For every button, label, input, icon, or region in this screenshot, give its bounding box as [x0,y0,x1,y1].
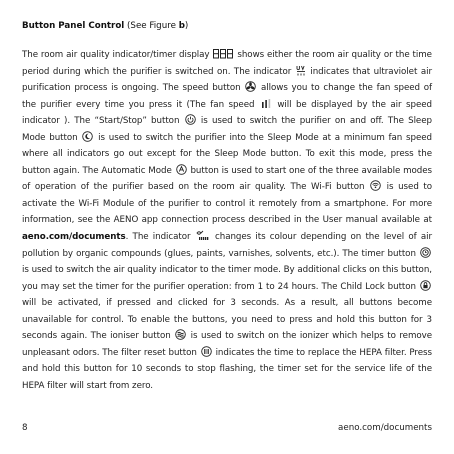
ioniser-icon [175,329,186,340]
uv-icon [296,65,306,76]
text-span: The room air quality indicator/timer display [22,50,210,60]
text-span: is used to switch the purifier on and off. The Sleep Mode button [22,116,432,143]
display-icon [213,49,233,59]
text-span: is used to switch on the ionizer which helps to remove unpleasant odors. The filter reset button [22,331,433,358]
page-number: 8 [22,423,28,433]
text-span: will be displayed by the air speed indicator ). The “Start/Stop” button [22,99,433,127]
power-icon [185,114,196,125]
fan-speed-icon [245,81,256,92]
figure-ref-close: ) [184,21,189,31]
auto-mode-icon [176,164,187,175]
sleep-icon [82,131,93,142]
wifi-icon [370,180,381,191]
text-span: . The indicator [125,232,191,243]
text-span: indicates that ultraviolet air purification process is ongoing. The speed button [22,66,432,94]
text-span: is used to switch the purifier into the Sleep Mode at a minimum fan speed where all indicators go out except for the Sleep Mode button. To exit this mode, press the button again. The Automatic Mode [22,132,432,176]
filter-reset-icon [201,346,212,357]
documents-link[interactable]: aeno.com/documents [22,232,126,243]
figure-ref-letter: b [178,21,185,31]
figure-ref-open: (See Figure [124,21,179,31]
fan-speed-bars-icon [260,99,272,109]
page-footer [22,423,432,433]
tvoc-icon [196,230,210,241]
body-paragraph [22,47,432,394]
text-span: allows you to change the fan speed of the purifier every time you press it (The fan speed [22,83,432,110]
section-heading [22,21,188,31]
child-lock-icon [420,280,431,291]
text-span: changes its colour depending on the level of air pollution by organic compounds (glues, paints, varnishes, solvents, etc.). The timer button [22,232,433,259]
section-title: Button Panel Control [22,21,125,31]
text-span: button is used to start one of the three available modes of operation of the purifier based on the room air quality. The Wi-Fi button [22,165,432,193]
text-span: is used to switch the air quality indicator to the timer mode. By additional clicks on this button, you may set the timer for the purifier operation: from 1 to 24 hours. The Child Lock button [22,265,432,292]
text-span: is used to activate the Wi-Fi Module of the purifier to control it remotely from a smartphone. For more information, see the AENO app connection process described in the User manual available at [22,182,433,226]
text-span: shows either the room air quality or the time period during which the purifier is switched on. The indicator [22,50,432,77]
footer-url[interactable]: aeno.com/documents [338,423,432,433]
text-span: indicates the time to replace the HEPA filter. Press and hold this button for 10 seconds to stop flashing, the timer set for the service life of the HEPA filter will start from zero. [22,347,432,391]
timer-icon [420,247,431,258]
text-span: will be activated, if pressed and clicked for 3 seconds. As a result, all buttons become unavailable for control. To enable the buttons, you need to press and hold this button for 3 seconds again. The ioniser button [22,298,432,342]
